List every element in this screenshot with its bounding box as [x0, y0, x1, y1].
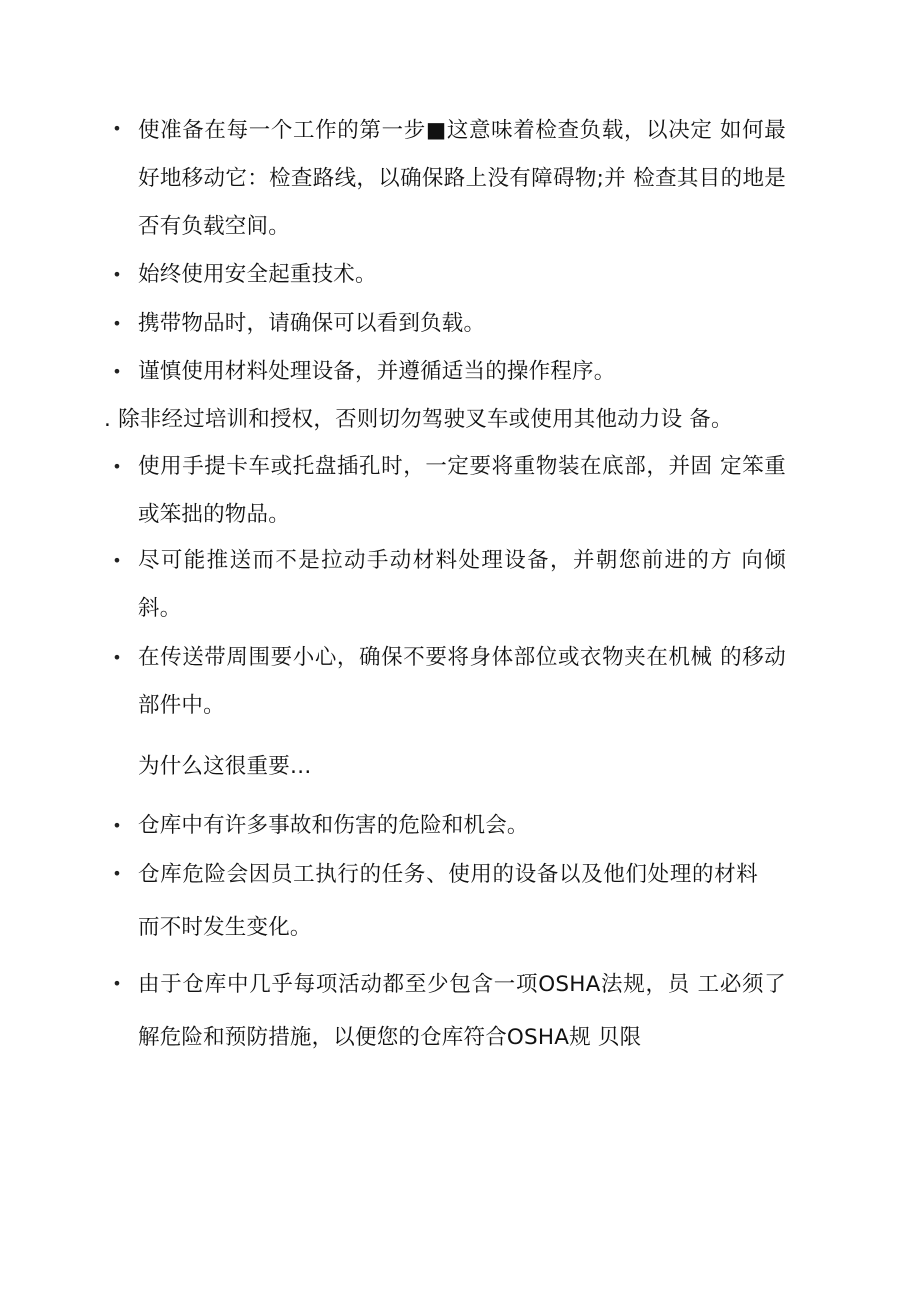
bullet-icon: • — [112, 551, 122, 570]
list-item-text: 始终使用安全起重技术。 — [138, 262, 377, 287]
bullet-icon: • — [112, 648, 122, 667]
section-heading: 为什么这很重要… — [138, 754, 312, 779]
list-item-text: 在传送带周围要小心，确保不要将身体部位或衣物夹在机械 的移动部件中。 — [138, 645, 786, 718]
dotted-paragraph: . 除非经过培训和授权，否则切勿驾驶叉车或使用其他动力设 备。 — [104, 407, 733, 432]
list-item-text: 使准备在每一个工作的第一步■这意味着检查负载，以决定 如何最好地移动它：检查路线，以确保路上没有障碍物;并 检查其目的地是否有负载空间。 — [138, 118, 786, 239]
bullet-icon: • — [112, 362, 122, 381]
list-item-text: 仓库中有许多事故和伤害的危险和机会。 — [138, 813, 529, 838]
bullet-icon: • — [112, 119, 122, 138]
bullet-icon: • — [112, 864, 122, 883]
list-item-text: 仓库危险会因员工执行的任务、使用的设备以及他们处理的材料而不时发生变化。 — [138, 862, 758, 940]
list-item-text: 尽可能推送而不是拉动手动材料处理设备，并朝您前进的方 向倾斜。 — [138, 548, 786, 621]
list-item-text: 由于仓库中几乎每项活动都至少包含一项OSHA法规，员 工必须了解危险和预防措施，以便您的仓库符合OSHA规 贝限 — [138, 972, 786, 1050]
bullet-icon: • — [112, 816, 122, 835]
list-item-text: 谨慎使用材料处理设备，并遵循适当的操作程序。 — [138, 359, 616, 384]
list-item-text: 携带物品时，请确保可以看到负载。 — [138, 311, 486, 336]
bullet-icon: • — [112, 314, 122, 333]
bullet-icon: • — [112, 974, 122, 993]
bullet-icon: • — [112, 265, 122, 284]
list-item-text: 使用手提卡车或托盘插孔时，一定要将重物装在底部，并固 定笨重或笨拙的物品。 — [138, 454, 786, 527]
bullet-icon: • — [112, 457, 122, 476]
